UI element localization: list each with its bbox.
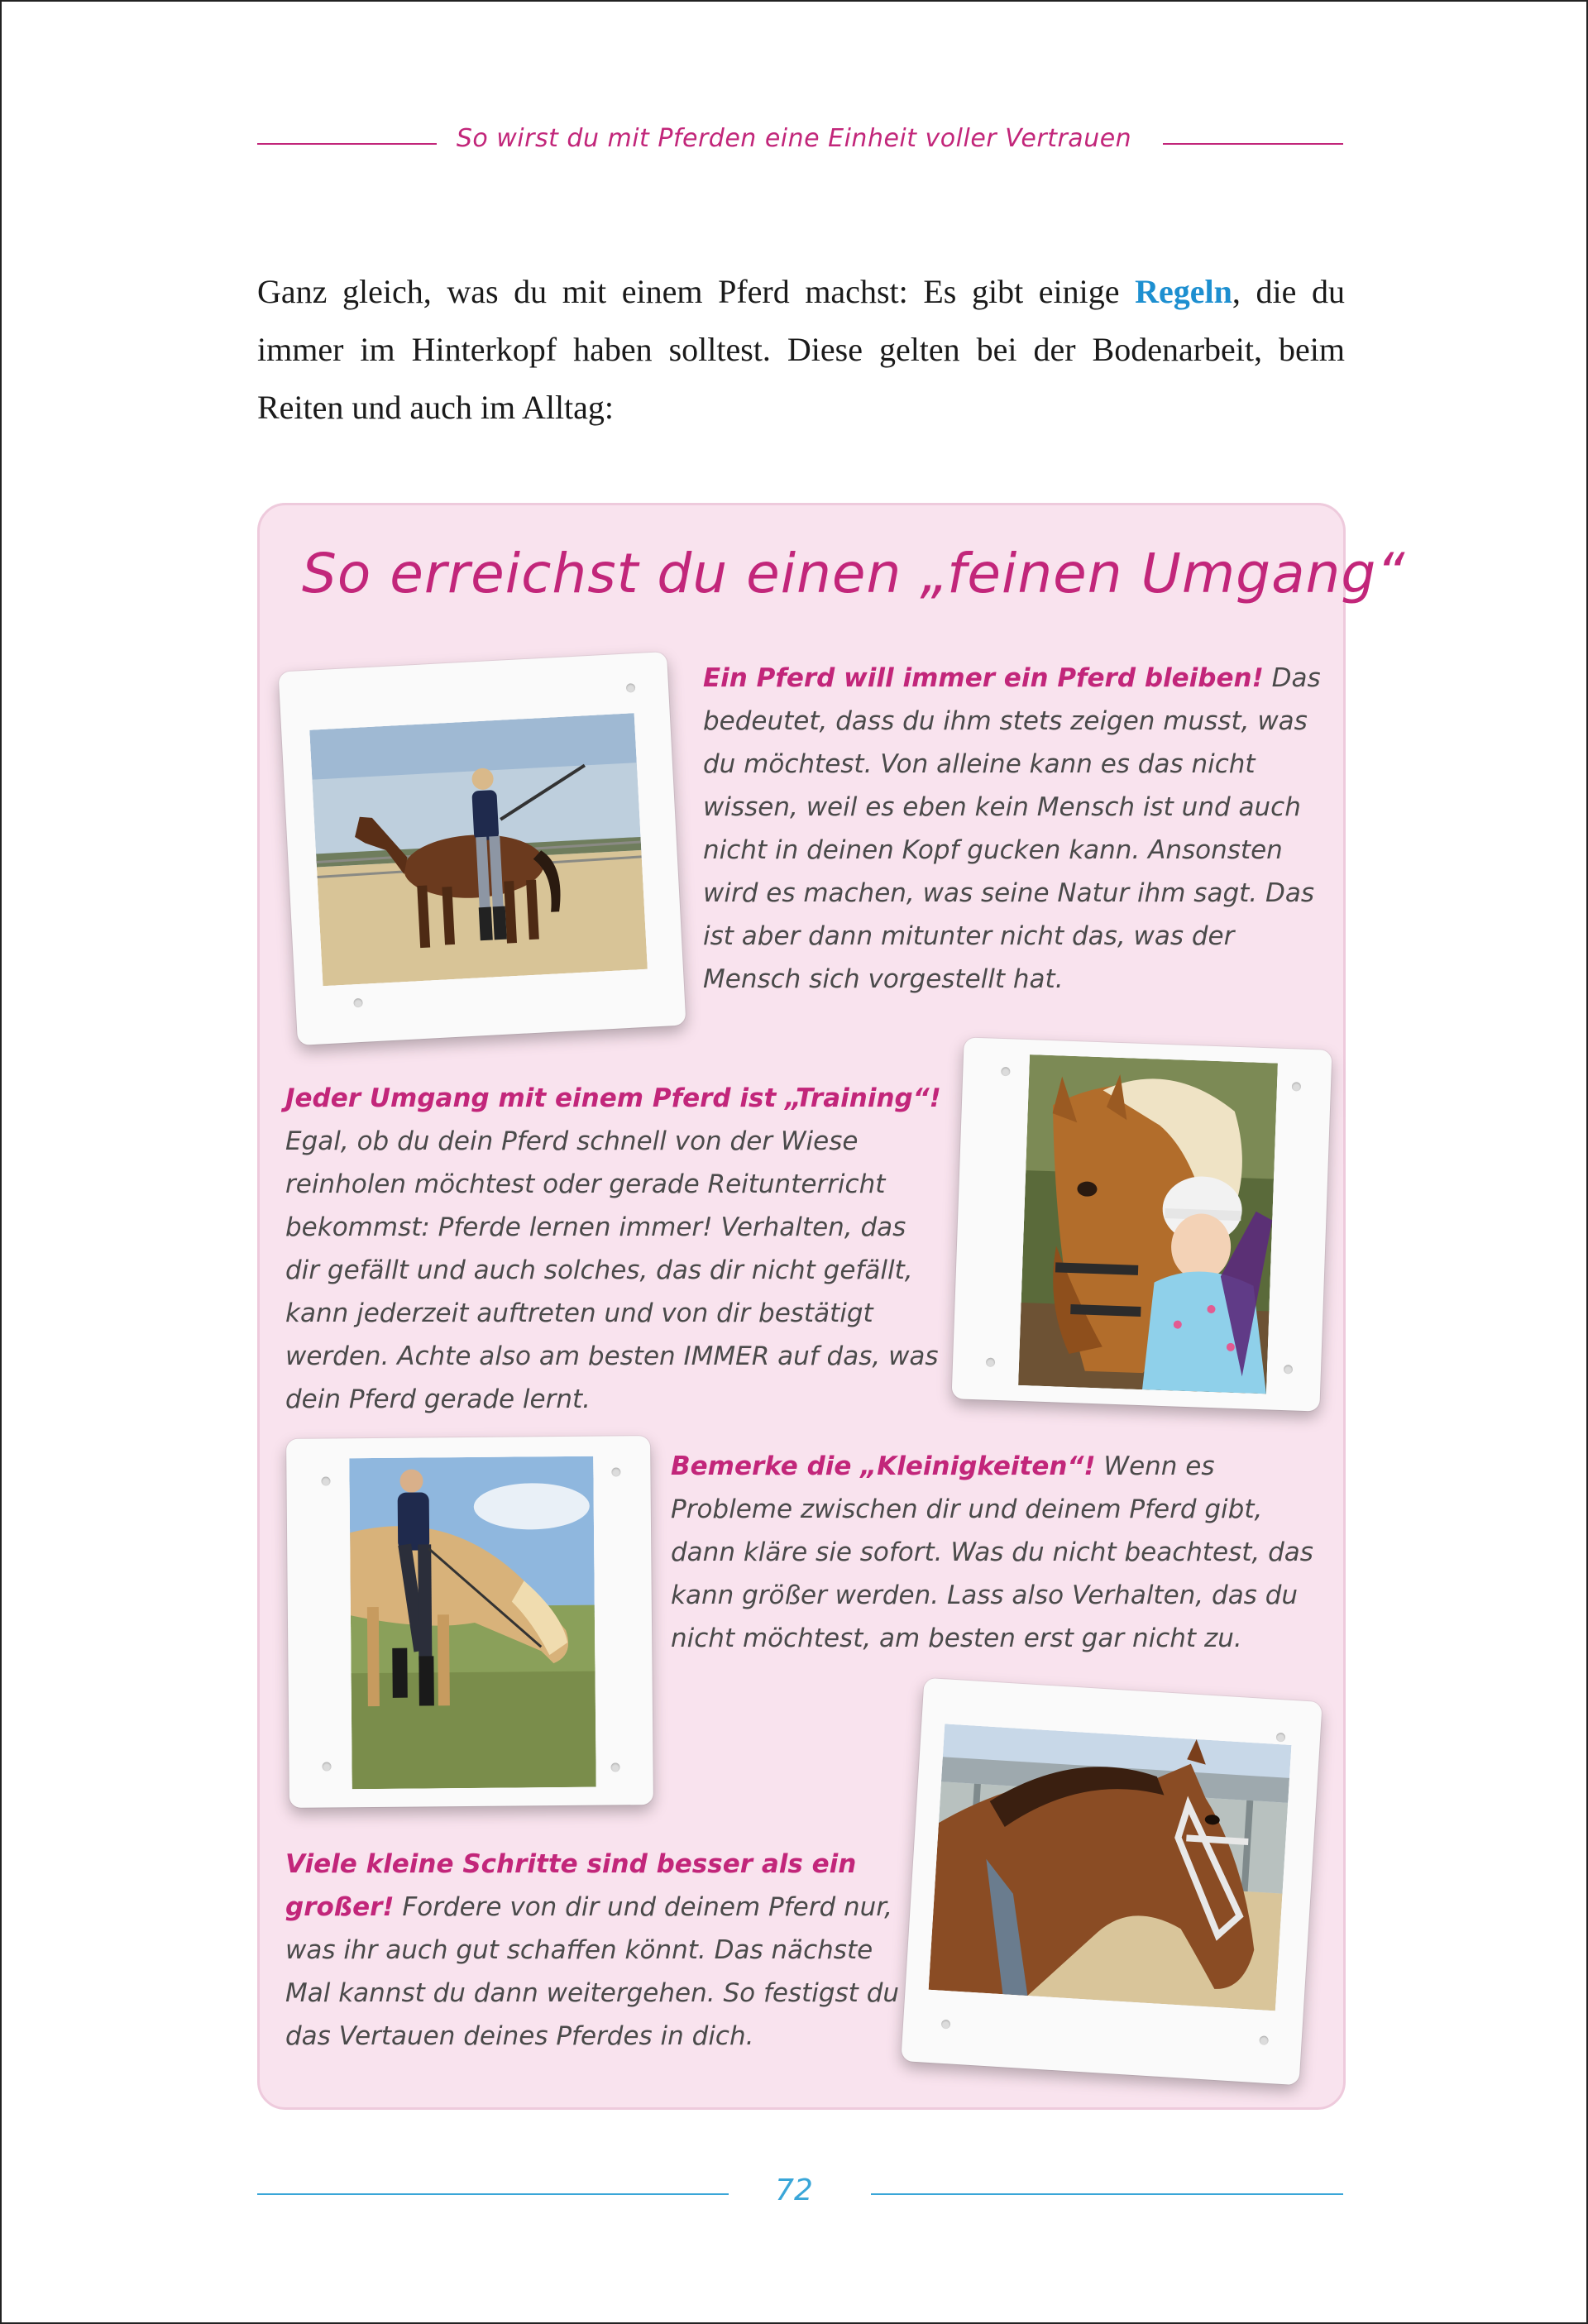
photo-pin — [1259, 2035, 1269, 2045]
photo-pin — [321, 1476, 330, 1485]
photo-pin — [353, 998, 363, 1008]
photo-woman-palomino — [349, 1456, 596, 1790]
tip-lead: Viele kleine Schritte sind besser als ein großer! — [285, 1849, 857, 1922]
photo-card-2 — [952, 1037, 1332, 1411]
intro-text-after: , die du immer im Hinterkopf haben solltest. Diese gelten bei der Bodenarbeit, beim Reiten und auch im Alltag: — [257, 273, 1345, 426]
page-number: 72 — [775, 2173, 813, 2207]
tip-body: Das bedeutet, dass du ihm stets zeigen musst, was du möchtest. Von alleine kann es das nicht wissen, weil es eben kein Mensch ist und auch nicht in deinen Kopf gucken kann. Ansonsten wird es machen, was seine Natur ihm sagt. Das ist aber dann mitunter nicht das, was der Mensch sich vorgestellt hat. — [703, 663, 1321, 994]
tip-3 — [671, 1445, 1332, 1660]
photo-pin — [1276, 1733, 1286, 1743]
running-header: So wirst du mit Pferden eine Einheit voller Vertrauen — [456, 124, 1132, 153]
box-title: So erreichst du einen „feinen Umgang“ — [302, 542, 1406, 605]
footer-rule-left — [257, 2193, 729, 2195]
tip-lead: Ein Pferd will immer ein Pferd bleiben! — [703, 663, 1264, 693]
tip-body: Wenn es Probleme zwischen dir und deinem Pferd gibt, dann kläre sie sofort. Was du nicht beachtest, das kann größer werden. Lass also Verhalten, das du nicht möchtest, am besten erst gar nicht zu. — [671, 1451, 1313, 1653]
tip-2 — [285, 1077, 943, 1421]
photo-card-3 — [286, 1436, 653, 1808]
tip-4 — [285, 1843, 914, 2058]
photo-pin — [1284, 1365, 1293, 1374]
tip-body: Fordere von dir und deinem Pferd nur, was ihr auch gut schaffen könnt. Das nächste Mal kannst du dann weitergehen. So festigst du das Vertauen deines Pferdes in dich. — [285, 1892, 900, 2051]
photo-pin — [322, 1762, 331, 1771]
tip-lead: Bemerke die „Kleinigkeiten“! — [671, 1451, 1096, 1481]
tip-body: Egal, ob du dein Pferd schnell von der Wiese reinholen möchtest oder gerade Reitunterricht bekommst: Pferde lernen immer! Verhalten, das dir gefällt und auch solches, das dir nicht gefällt, kann jederzeit auftreten und von dir bestätigt werden. Achte also am besten IMMER auf das, was dein Pferd gerade lernt. — [285, 1126, 939, 1414]
intro-highlight: Regeln — [1135, 273, 1232, 310]
photo-pin — [1292, 1082, 1301, 1091]
photo-card-1 — [278, 652, 686, 1045]
header-rule-left — [257, 143, 437, 145]
intro-text-before: Ganz gleich, was du mit einem Pferd machst: Es gibt einige — [257, 273, 1136, 310]
footer-rule-right — [871, 2193, 1343, 2195]
photo-chestnut-horse — [929, 1724, 1292, 2011]
tip-lead: Jeder Umgang mit einem Pferd ist „Training“! — [285, 1083, 941, 1113]
photo-horse-arena — [309, 713, 648, 986]
photo-pin — [1001, 1067, 1010, 1076]
header-rule-right — [1163, 143, 1343, 145]
photo-card-4 — [901, 1678, 1322, 2086]
intro-paragraph — [257, 263, 1345, 437]
photo-pin — [986, 1358, 995, 1367]
photo-pin — [611, 1467, 620, 1476]
photo-girl-pony — [1018, 1054, 1278, 1394]
photo-pin — [941, 2020, 951, 2030]
tip-1 — [703, 657, 1340, 1001]
photo-pin — [610, 1762, 619, 1772]
photo-pin — [626, 683, 636, 693]
